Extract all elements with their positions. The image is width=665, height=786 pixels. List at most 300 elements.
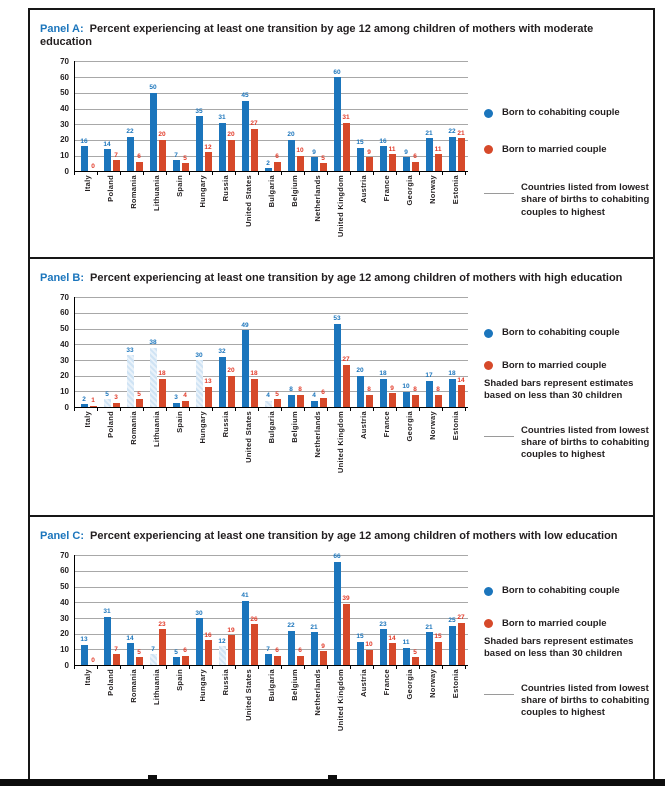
- bar-value-label: 17: [425, 372, 433, 379]
- bar-value-label: 22: [448, 128, 456, 136]
- married-bar[interactable]: [458, 623, 465, 665]
- x-label-cell: [214, 411, 237, 503]
- bar-column: [172, 555, 181, 665]
- bar-value-label: 21: [425, 623, 433, 631]
- bar-value-label: 15: [434, 633, 442, 641]
- cohabiting-bar[interactable]: [81, 404, 88, 407]
- bar-value-label: 8: [367, 386, 371, 394]
- bar-group: [238, 555, 261, 665]
- bar-column: [264, 555, 273, 665]
- bar-value-label: 53: [333, 315, 341, 323]
- panel-a: [30, 10, 653, 259]
- legend-item-married: [484, 618, 653, 630]
- married-bar[interactable]: [435, 154, 442, 171]
- married-bar[interactable]: [182, 401, 189, 407]
- cohabiting-bar[interactable]: [127, 137, 134, 172]
- cohabiting-bar[interactable]: [150, 348, 157, 408]
- married-bar[interactable]: [412, 162, 419, 171]
- bar-value-label: 6: [275, 153, 279, 161]
- bar-value-label: 5: [183, 154, 187, 162]
- married-bar[interactable]: [389, 643, 396, 665]
- bar-value-label: 21: [425, 129, 433, 137]
- bar-value-label: 9: [390, 384, 394, 392]
- y-axis-tick-label: 10: [60, 151, 69, 161]
- x-axis-category-label: United Kingdom: [336, 175, 345, 238]
- panel-heading: Percent experiencing at least one transition by age 12 among children of mothers with low education: [90, 530, 618, 542]
- y-axis-tick-label: 30: [60, 613, 69, 623]
- cohabiting-bar[interactable]: [173, 657, 180, 665]
- cohabiting-bar[interactable]: [150, 654, 157, 665]
- bar-column: [356, 297, 365, 407]
- cohabiting-bar[interactable]: [173, 403, 180, 408]
- bar-group: [376, 555, 399, 665]
- bar-value-label: 23: [158, 620, 166, 628]
- married-bar[interactable]: [297, 656, 304, 665]
- cohabiting-bar[interactable]: [265, 168, 272, 171]
- bar-group: [100, 297, 123, 407]
- bar-column: [434, 555, 443, 665]
- cohabiting-bar[interactable]: [403, 157, 410, 171]
- countries-note: [484, 683, 653, 720]
- cohabiting-bar[interactable]: [380, 146, 387, 171]
- bar-value-label: 9: [404, 148, 408, 156]
- x-label-cell: [191, 175, 214, 259]
- married-bar[interactable]: [412, 657, 419, 665]
- bar-value-label: 20: [227, 367, 235, 375]
- cohabiting-bar[interactable]: [242, 101, 249, 172]
- cohabiting-bar[interactable]: [403, 392, 410, 408]
- bar-column: [218, 61, 227, 171]
- bar-column: [342, 555, 351, 665]
- x-axis-category-label: Georgia: [405, 411, 414, 442]
- cohabiting-bar[interactable]: [334, 562, 341, 666]
- married-bar[interactable]: [205, 152, 212, 171]
- bar-column: [172, 61, 181, 171]
- page-edge-tick: [148, 775, 157, 780]
- y-axis-tick-label: 20: [60, 629, 69, 639]
- x-label-cell: [191, 411, 214, 503]
- x-axis-category-label: Georgia: [405, 669, 414, 700]
- bar-value-label: 21: [310, 623, 318, 631]
- bar-group: [422, 61, 445, 171]
- married-bar[interactable]: [228, 635, 235, 665]
- page-edge-tick: [328, 775, 337, 780]
- x-axis-category-label: Romania: [129, 411, 138, 445]
- married-bar[interactable]: [205, 640, 212, 665]
- x-axis-category-label: Belgium: [290, 669, 299, 701]
- y-axis-tick-label: 50: [60, 88, 69, 98]
- page-frame: [28, 8, 655, 786]
- panel-title: [30, 259, 653, 285]
- married-bar[interactable]: [113, 403, 120, 408]
- bar-column: [112, 297, 121, 407]
- bar-column: [333, 555, 342, 665]
- y-axis-tick-label: 0: [64, 660, 69, 670]
- married-bar[interactable]: [228, 376, 235, 407]
- cohabiting-bar[interactable]: [81, 146, 88, 171]
- married-bar[interactable]: [458, 385, 465, 407]
- x-label-cell: [260, 175, 283, 259]
- cohabiting-bar[interactable]: [449, 626, 456, 665]
- cohabiting-bar[interactable]: [196, 116, 203, 171]
- bar-column: [273, 297, 282, 407]
- bar-group: [123, 297, 146, 407]
- y-axis-tick-label: 0: [64, 166, 69, 176]
- bar-group: [215, 297, 238, 407]
- x-axis-category-label: Romania: [129, 175, 138, 210]
- y-axis: [48, 56, 74, 176]
- x-label-cell: [214, 175, 237, 259]
- bar-value-label: 0: [91, 656, 95, 664]
- married-bar[interactable]: [274, 162, 281, 171]
- x-axis-labels: [74, 411, 472, 503]
- married-bar[interactable]: [389, 393, 396, 407]
- married-bar[interactable]: [320, 398, 327, 407]
- cohabiting-bar[interactable]: [150, 93, 157, 172]
- cohabiting-bar[interactable]: [311, 157, 318, 171]
- shaded-bars-note: Shaded bars represent estimates based on less than 30 children: [484, 635, 634, 660]
- cohabiting-bar[interactable]: [242, 330, 249, 407]
- red-dot-icon: [484, 361, 493, 370]
- shaded-bars-note: Shaded bars represent estimates based on less than 30 children: [484, 377, 634, 402]
- married-bar[interactable]: [182, 656, 189, 665]
- bar-column: [241, 555, 250, 665]
- red-dot-icon: [484, 145, 493, 154]
- cohabiting-bar[interactable]: [219, 646, 226, 665]
- bar-group: [77, 555, 100, 665]
- bar-group: [192, 297, 215, 407]
- x-axis-category-label: Spain: [175, 669, 184, 692]
- cohabiting-bar[interactable]: [265, 401, 272, 407]
- married-bar[interactable]: [182, 163, 189, 171]
- cohabiting-bar[interactable]: [127, 355, 134, 407]
- legend-label: Born to married couple: [502, 143, 607, 155]
- bar-group: [238, 61, 261, 171]
- y-axis-tick-label: 20: [60, 135, 69, 145]
- cohabiting-bar[interactable]: [311, 632, 318, 665]
- bar-value-label: 30: [195, 351, 203, 359]
- bar-column: [181, 555, 190, 665]
- plot-area: [74, 61, 468, 172]
- bar-column: [342, 297, 351, 407]
- married-bar[interactable]: [412, 395, 419, 408]
- page-bottom-edge: [0, 779, 665, 786]
- bar-value-label: 23: [379, 620, 387, 628]
- bar-column: [457, 61, 466, 171]
- legend-label: Born to married couple: [502, 617, 607, 629]
- bar-column: [388, 297, 397, 407]
- married-bar[interactable]: [113, 160, 120, 171]
- married-bar[interactable]: [136, 162, 143, 171]
- bar-value-label: 18: [379, 370, 387, 378]
- married-bar[interactable]: [274, 656, 281, 665]
- bar-value-label: 18: [448, 370, 456, 378]
- married-bar[interactable]: [228, 140, 235, 171]
- cohabiting-bar[interactable]: [196, 618, 203, 665]
- bar-value-label: 20: [227, 131, 235, 139]
- bar-value-label: 50: [149, 84, 157, 92]
- bar-value-label: 5: [321, 154, 325, 162]
- bar-value-label: 35: [195, 107, 203, 115]
- married-bar[interactable]: [205, 387, 212, 407]
- married-bar[interactable]: [297, 156, 304, 172]
- bar-value-label: 7: [114, 151, 118, 159]
- bar-value-label: 11: [434, 145, 442, 153]
- bar-column: [89, 555, 98, 665]
- x-label-cell: [398, 411, 421, 503]
- married-bar[interactable]: [343, 123, 350, 172]
- x-label-cell: [444, 669, 467, 761]
- bar-value-label: 12: [218, 637, 226, 645]
- bar-value-label: 20: [158, 131, 166, 139]
- x-label-cell: [375, 669, 398, 761]
- cohabiting-bar[interactable]: [449, 379, 456, 407]
- x-axis-category-label: Bulgaria: [267, 411, 276, 444]
- cohabiting-bar[interactable]: [104, 399, 111, 407]
- legend-label: Born to cohabiting couple: [502, 107, 620, 119]
- cohabiting-bar[interactable]: [242, 601, 249, 665]
- married-bar[interactable]: [113, 654, 120, 665]
- married-bar[interactable]: [159, 379, 166, 407]
- bars-layer: [75, 61, 468, 171]
- bar-value-label: 31: [342, 114, 350, 122]
- bar-column: [227, 555, 236, 665]
- bar-group: [100, 555, 123, 665]
- married-bar[interactable]: [366, 157, 373, 171]
- married-bar[interactable]: [435, 395, 442, 408]
- cohabiting-bar[interactable]: [426, 632, 433, 665]
- bar-group: [192, 61, 215, 171]
- bar-value-label: 9: [321, 642, 325, 650]
- bar-column: [287, 61, 296, 171]
- bar-column: [126, 61, 135, 171]
- married-bar[interactable]: [274, 399, 281, 407]
- x-axis-category-label: United Kingdom: [336, 411, 345, 474]
- legend: [472, 297, 653, 503]
- x-axis-category-label: Hungary: [198, 669, 207, 702]
- married-bar[interactable]: [343, 365, 350, 407]
- bar-value-label: 5: [413, 648, 417, 656]
- married-bar[interactable]: [366, 650, 373, 666]
- bar-value-label: 9: [312, 148, 316, 156]
- panel-label: Panel C:: [40, 530, 85, 542]
- bar-group: [353, 297, 376, 407]
- bar-column: [379, 555, 388, 665]
- bar-value-label: 12: [204, 143, 212, 151]
- cohabiting-bar[interactable]: [334, 324, 341, 407]
- cohabiting-bar[interactable]: [173, 160, 180, 171]
- cohabiting-bar[interactable]: [288, 631, 295, 666]
- x-axis-category-label: Austria: [359, 669, 368, 698]
- x-axis-category-label: Netherlands: [313, 669, 322, 716]
- x-label-cell: [421, 669, 444, 761]
- bar-column: [448, 61, 457, 171]
- bar-group: [307, 61, 330, 171]
- bar-group: [169, 555, 192, 665]
- cohabiting-bar[interactable]: [81, 645, 88, 665]
- bar-value-label: 26: [250, 615, 258, 623]
- x-label-cell: [99, 669, 122, 761]
- cohabiting-bar[interactable]: [104, 149, 111, 171]
- bar-value-label: 2: [82, 395, 86, 403]
- y-axis-tick-label: 30: [60, 119, 69, 129]
- bar-column: [126, 555, 135, 665]
- bar-value-label: 6: [183, 647, 187, 655]
- bar-column: [319, 61, 328, 171]
- cohabiting-bar[interactable]: [104, 617, 111, 666]
- bar-column: [379, 297, 388, 407]
- bar-value-label: 13: [204, 378, 212, 386]
- chart-area: [48, 56, 472, 176]
- cohabiting-bar[interactable]: [196, 360, 203, 407]
- married-bar[interactable]: [366, 395, 373, 408]
- cohabiting-bar[interactable]: [127, 643, 134, 665]
- bar-value-label: 10: [402, 383, 410, 390]
- cohabiting-bar[interactable]: [449, 137, 456, 172]
- bar-group: [330, 297, 353, 407]
- panel-b: [30, 259, 653, 517]
- bar-column: [103, 61, 112, 171]
- blue-dot-icon: [484, 587, 493, 596]
- bar-group: [215, 555, 238, 665]
- countries-note-text: Countries listed from lowest share of births to cohabiting couples to highest: [521, 682, 650, 719]
- cohabiting-bar[interactable]: [426, 138, 433, 171]
- bar-column: [365, 297, 374, 407]
- married-bar[interactable]: [251, 624, 258, 665]
- bar-value-label: 7: [151, 645, 155, 653]
- chart-area: [48, 550, 472, 670]
- bar-column: [80, 555, 89, 665]
- x-label-cell: [306, 411, 329, 503]
- married-bar[interactable]: [251, 379, 258, 407]
- red-dot-icon: [484, 619, 493, 628]
- bar-value-label: 16: [80, 137, 88, 145]
- bar-column: [250, 61, 259, 171]
- bar-value-label: 6: [137, 153, 141, 161]
- bar-value-label: 8: [436, 386, 440, 394]
- married-bar[interactable]: [343, 604, 350, 665]
- bar-column: [402, 555, 411, 665]
- x-label-cell: [122, 175, 145, 259]
- bar-group: [330, 61, 353, 171]
- bar-value-label: 31: [103, 608, 111, 615]
- x-label-cell: [421, 411, 444, 503]
- bar-value-label: 4: [312, 392, 316, 400]
- bar-value-label: 16: [204, 631, 212, 639]
- cohabiting-bar[interactable]: [288, 140, 295, 171]
- cohabiting-bar[interactable]: [426, 381, 433, 408]
- x-axis-category-label: Lithuania: [152, 411, 161, 448]
- x-axis-category-label: France: [382, 411, 391, 438]
- married-bar[interactable]: [159, 140, 166, 171]
- bar-column: [218, 555, 227, 665]
- married-bar[interactable]: [136, 657, 143, 665]
- married-bar[interactable]: [435, 642, 442, 666]
- y-axis-tick-label: 70: [60, 550, 69, 560]
- x-label-cell: [168, 669, 191, 761]
- cohabiting-bar[interactable]: [403, 648, 410, 665]
- cohabiting-bar[interactable]: [288, 395, 295, 408]
- cohabiting-bar[interactable]: [219, 357, 226, 407]
- x-axis-category-label: Austria: [359, 411, 368, 440]
- cohabiting-bar[interactable]: [380, 379, 387, 407]
- bar-group: [376, 297, 399, 407]
- bar-column: [181, 61, 190, 171]
- x-label-cell: [237, 175, 260, 259]
- x-axis-category-label: Netherlands: [313, 411, 322, 458]
- x-axis-category-label: Hungary: [198, 411, 207, 444]
- bar-group: [445, 61, 468, 171]
- bar-column: [310, 555, 319, 665]
- married-bar[interactable]: [389, 154, 396, 171]
- x-axis-labels: [74, 669, 472, 761]
- bar-column: [158, 61, 167, 171]
- bar-column: [319, 297, 328, 407]
- x-label-cell: [306, 669, 329, 761]
- x-label-cell: [237, 669, 260, 761]
- married-bar[interactable]: [90, 406, 97, 408]
- married-bar[interactable]: [159, 629, 166, 665]
- bar-column: [195, 61, 204, 171]
- panel-heading: Percent experiencing at least one transition by age 12 among children of mothers with high education: [90, 272, 623, 284]
- bar-value-label: 14: [388, 634, 396, 642]
- bar-column: [218, 297, 227, 407]
- legend-label: Born to cohabiting couple: [502, 585, 620, 597]
- x-axis-category-label: Bulgaria: [267, 175, 276, 208]
- married-bar[interactable]: [320, 651, 327, 665]
- bar-column: [287, 297, 296, 407]
- cohabiting-bar[interactable]: [265, 654, 272, 665]
- bar-value-label: 18: [250, 370, 258, 378]
- bar-column: [425, 61, 434, 171]
- x-label-cell: [375, 175, 398, 259]
- cohabiting-bar[interactable]: [380, 629, 387, 665]
- blue-dot-icon: [484, 329, 493, 338]
- bar-column: [126, 297, 135, 407]
- bar-column: [333, 61, 342, 171]
- x-label-cell: [99, 411, 122, 503]
- x-axis-category-label: Lithuania: [152, 669, 161, 706]
- married-bar[interactable]: [458, 138, 465, 171]
- plot-area: [74, 555, 468, 666]
- chart-area: [48, 292, 472, 412]
- x-label-cell: [191, 669, 214, 761]
- bar-chart: [48, 56, 472, 259]
- cohabiting-bar[interactable]: [357, 148, 364, 172]
- bar-value-label: 6: [298, 647, 302, 655]
- bar-column: [319, 555, 328, 665]
- cohabiting-bar[interactable]: [357, 376, 364, 407]
- bar-chart: [48, 550, 472, 761]
- married-bar[interactable]: [251, 129, 258, 171]
- cohabiting-bar[interactable]: [334, 77, 341, 171]
- married-bar[interactable]: [320, 163, 327, 171]
- bar-column: [158, 297, 167, 407]
- cohabiting-bar[interactable]: [311, 401, 318, 407]
- married-bar[interactable]: [136, 399, 143, 407]
- countries-note: [484, 425, 653, 462]
- x-axis-category-label: Bulgaria: [267, 669, 276, 702]
- bar-column: [158, 555, 167, 665]
- bar-group: [353, 61, 376, 171]
- bar-column: [89, 297, 98, 407]
- bar-column: [195, 297, 204, 407]
- bar-group: [284, 61, 307, 171]
- cohabiting-bar[interactable]: [219, 123, 226, 172]
- cohabiting-bar[interactable]: [357, 642, 364, 666]
- bar-value-label: 10: [365, 641, 373, 648]
- married-bar[interactable]: [297, 395, 304, 408]
